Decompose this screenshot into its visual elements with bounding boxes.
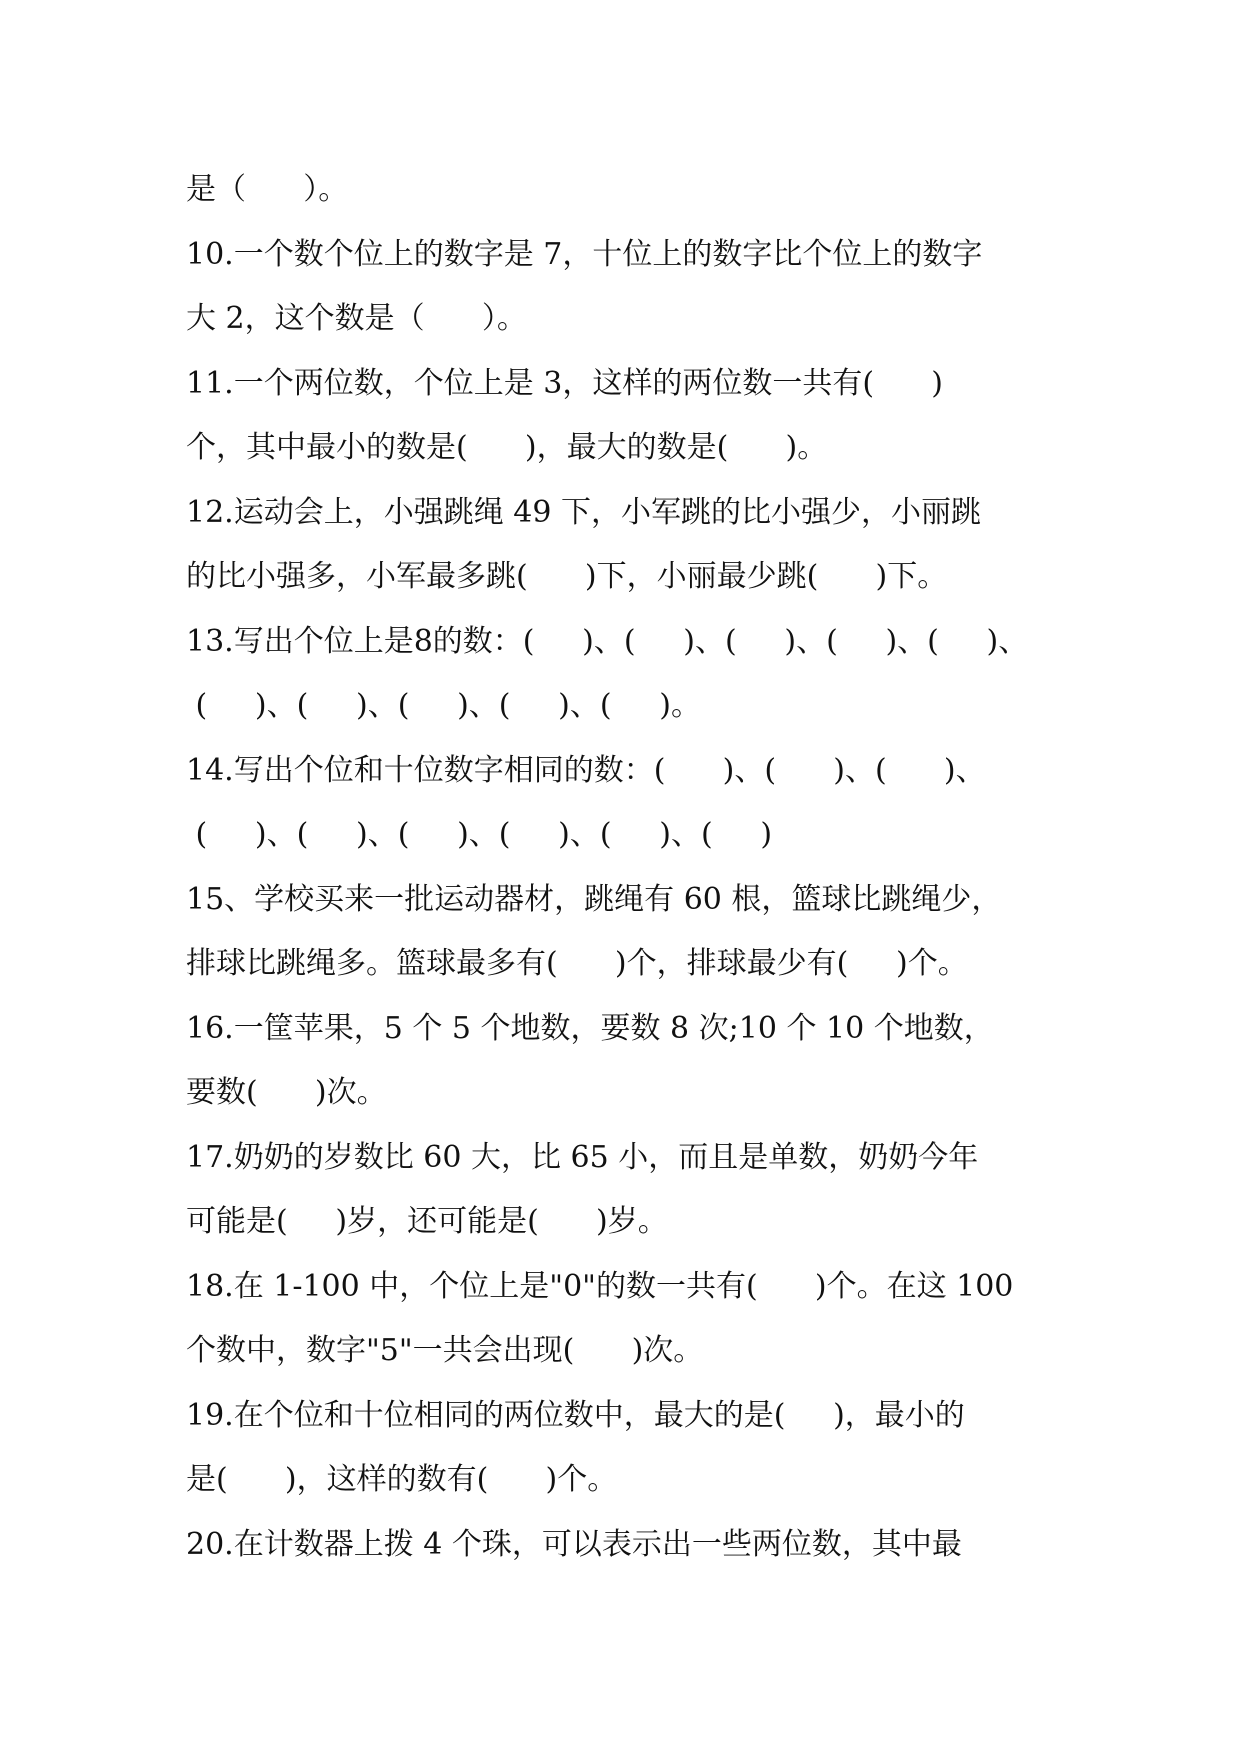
text-line-10: 14.写出个位和十位数字相同的数：( )、( )、( )、 (186, 753, 986, 788)
text-line-15: 要数( )次。 (186, 1075, 387, 1110)
text-line-4: 11.一个两位数，个位上是 3，这样的两位数一共有( ) (186, 366, 943, 401)
text-line-13: 排球比跳绳多。篮球最多有( )个，排球最少有( )个。 (186, 946, 968, 981)
text-line-8: 13.写出个位上是8的数：( )、( )、( )、( )、( )、 (186, 624, 1029, 659)
text-line-7: 的比小强多，小军最多跳( )下，小丽最少跳( )下。 (186, 559, 948, 594)
text-line-9: ( )、( )、( )、( )、( )。 (186, 688, 701, 723)
text-line-11: ( )、( )、( )、( )、( )、( ) (186, 817, 773, 852)
text-line-6: 12.运动会上，小强跳绳 49 下，小军跳的比小强少，小丽跳 (186, 495, 981, 530)
text-line-12: 15、学校买来一批运动器材，跳绳有 60 根，篮球比跳绳少， (186, 882, 1002, 917)
text-line-5: 个，其中最小的数是( )，最大的数是( )。 (186, 430, 828, 465)
text-line-19: 个数中，数字"5"一共会出现( )次。 (186, 1333, 704, 1368)
text-line-3: 大 2，这个数是（ ）。 (186, 301, 527, 336)
text-line-14: 16.一筐苹果，5 个 5 个地数，要数 8 次;10 个 10 个地数， (186, 1011, 994, 1046)
text-line-1: 是（ ）。 (186, 172, 349, 207)
text-line-18: 18.在 1-100 中，个位上是"0"的数一共有( )个。在这 100 (186, 1269, 1014, 1304)
text-line-16: 17.奶奶的岁数比 60 大，比 65 小，而且是单数，奶奶今年 (186, 1140, 979, 1175)
text-line-20: 19.在个位和十位相同的两位数中，最大的是( )，最小的 (186, 1398, 965, 1433)
text-line-17: 可能是( )岁，还可能是( )岁。 (186, 1204, 668, 1239)
text-line-22: 20.在计数器上拨 4 个珠，可以表示出一些两位数，其中最 (186, 1527, 962, 1562)
text-line-2: 10.一个数个位上的数字是 7，十位上的数字比个位上的数字 (186, 237, 983, 272)
text-line-21: 是( )，这样的数有( )个。 (186, 1462, 618, 1497)
